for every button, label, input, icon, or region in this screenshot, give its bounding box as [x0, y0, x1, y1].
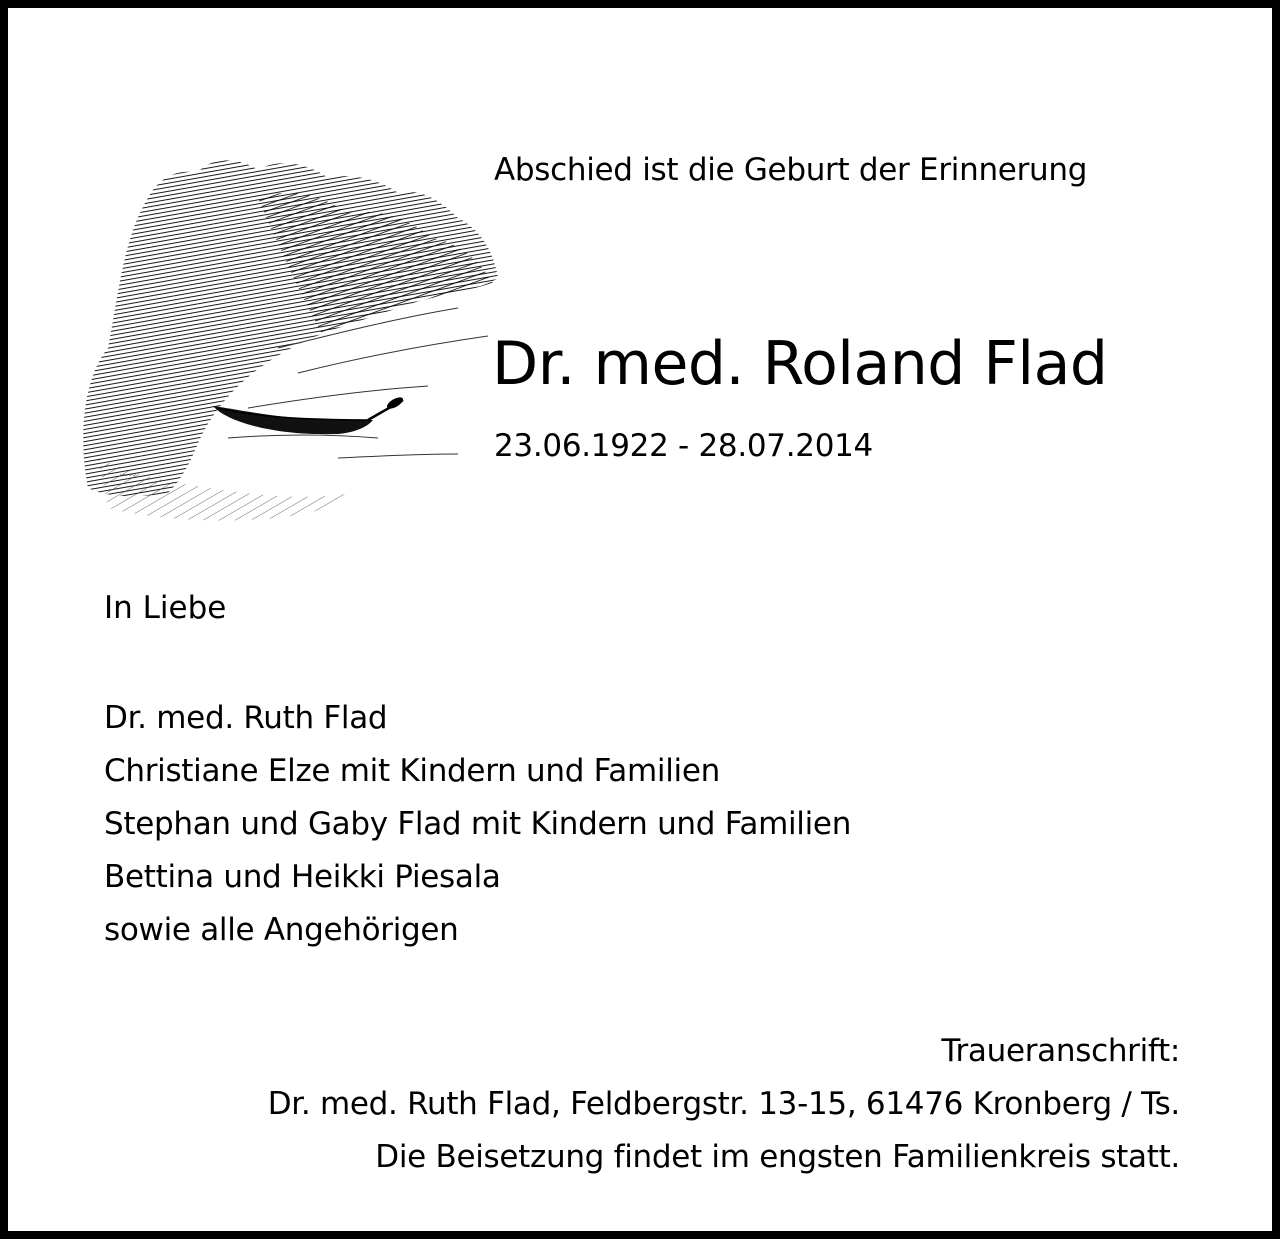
lake-shore-with-boat-drawing [78, 158, 500, 530]
burial-note: Die Beisetzung findet im engsten Familienkreis statt. [375, 1139, 1180, 1175]
artist-signature: 〰〰 [120, 471, 136, 480]
mourner-item: sowie alle Angehörigen [104, 912, 459, 948]
greeting: In Liebe [104, 590, 227, 626]
mourner-item: Bettina und Heikki Piesala [104, 859, 501, 895]
mourner-item: Christiane Elze mit Kindern und Familien [104, 753, 720, 789]
mourner-item: Dr. med. Ruth Flad [104, 700, 388, 736]
address-label: Traueranschrift: [941, 1033, 1180, 1069]
address-text: Dr. med. Ruth Flad, Feldbergstr. 13-15, 61476 Kronberg / Ts. [267, 1086, 1180, 1122]
mourners-list [104, 692, 851, 957]
mourner-item: Stephan und Gaby Flad mit Kindern und Familien [104, 806, 852, 842]
motto: Abschied ist die Geburt der Erinnerung [494, 152, 1088, 188]
life-dates: 23.06.1922 - 28.07.2014 [494, 428, 873, 464]
address-block [268, 1025, 1180, 1184]
deceased-name: Dr. med. Roland Flad [492, 329, 1108, 399]
